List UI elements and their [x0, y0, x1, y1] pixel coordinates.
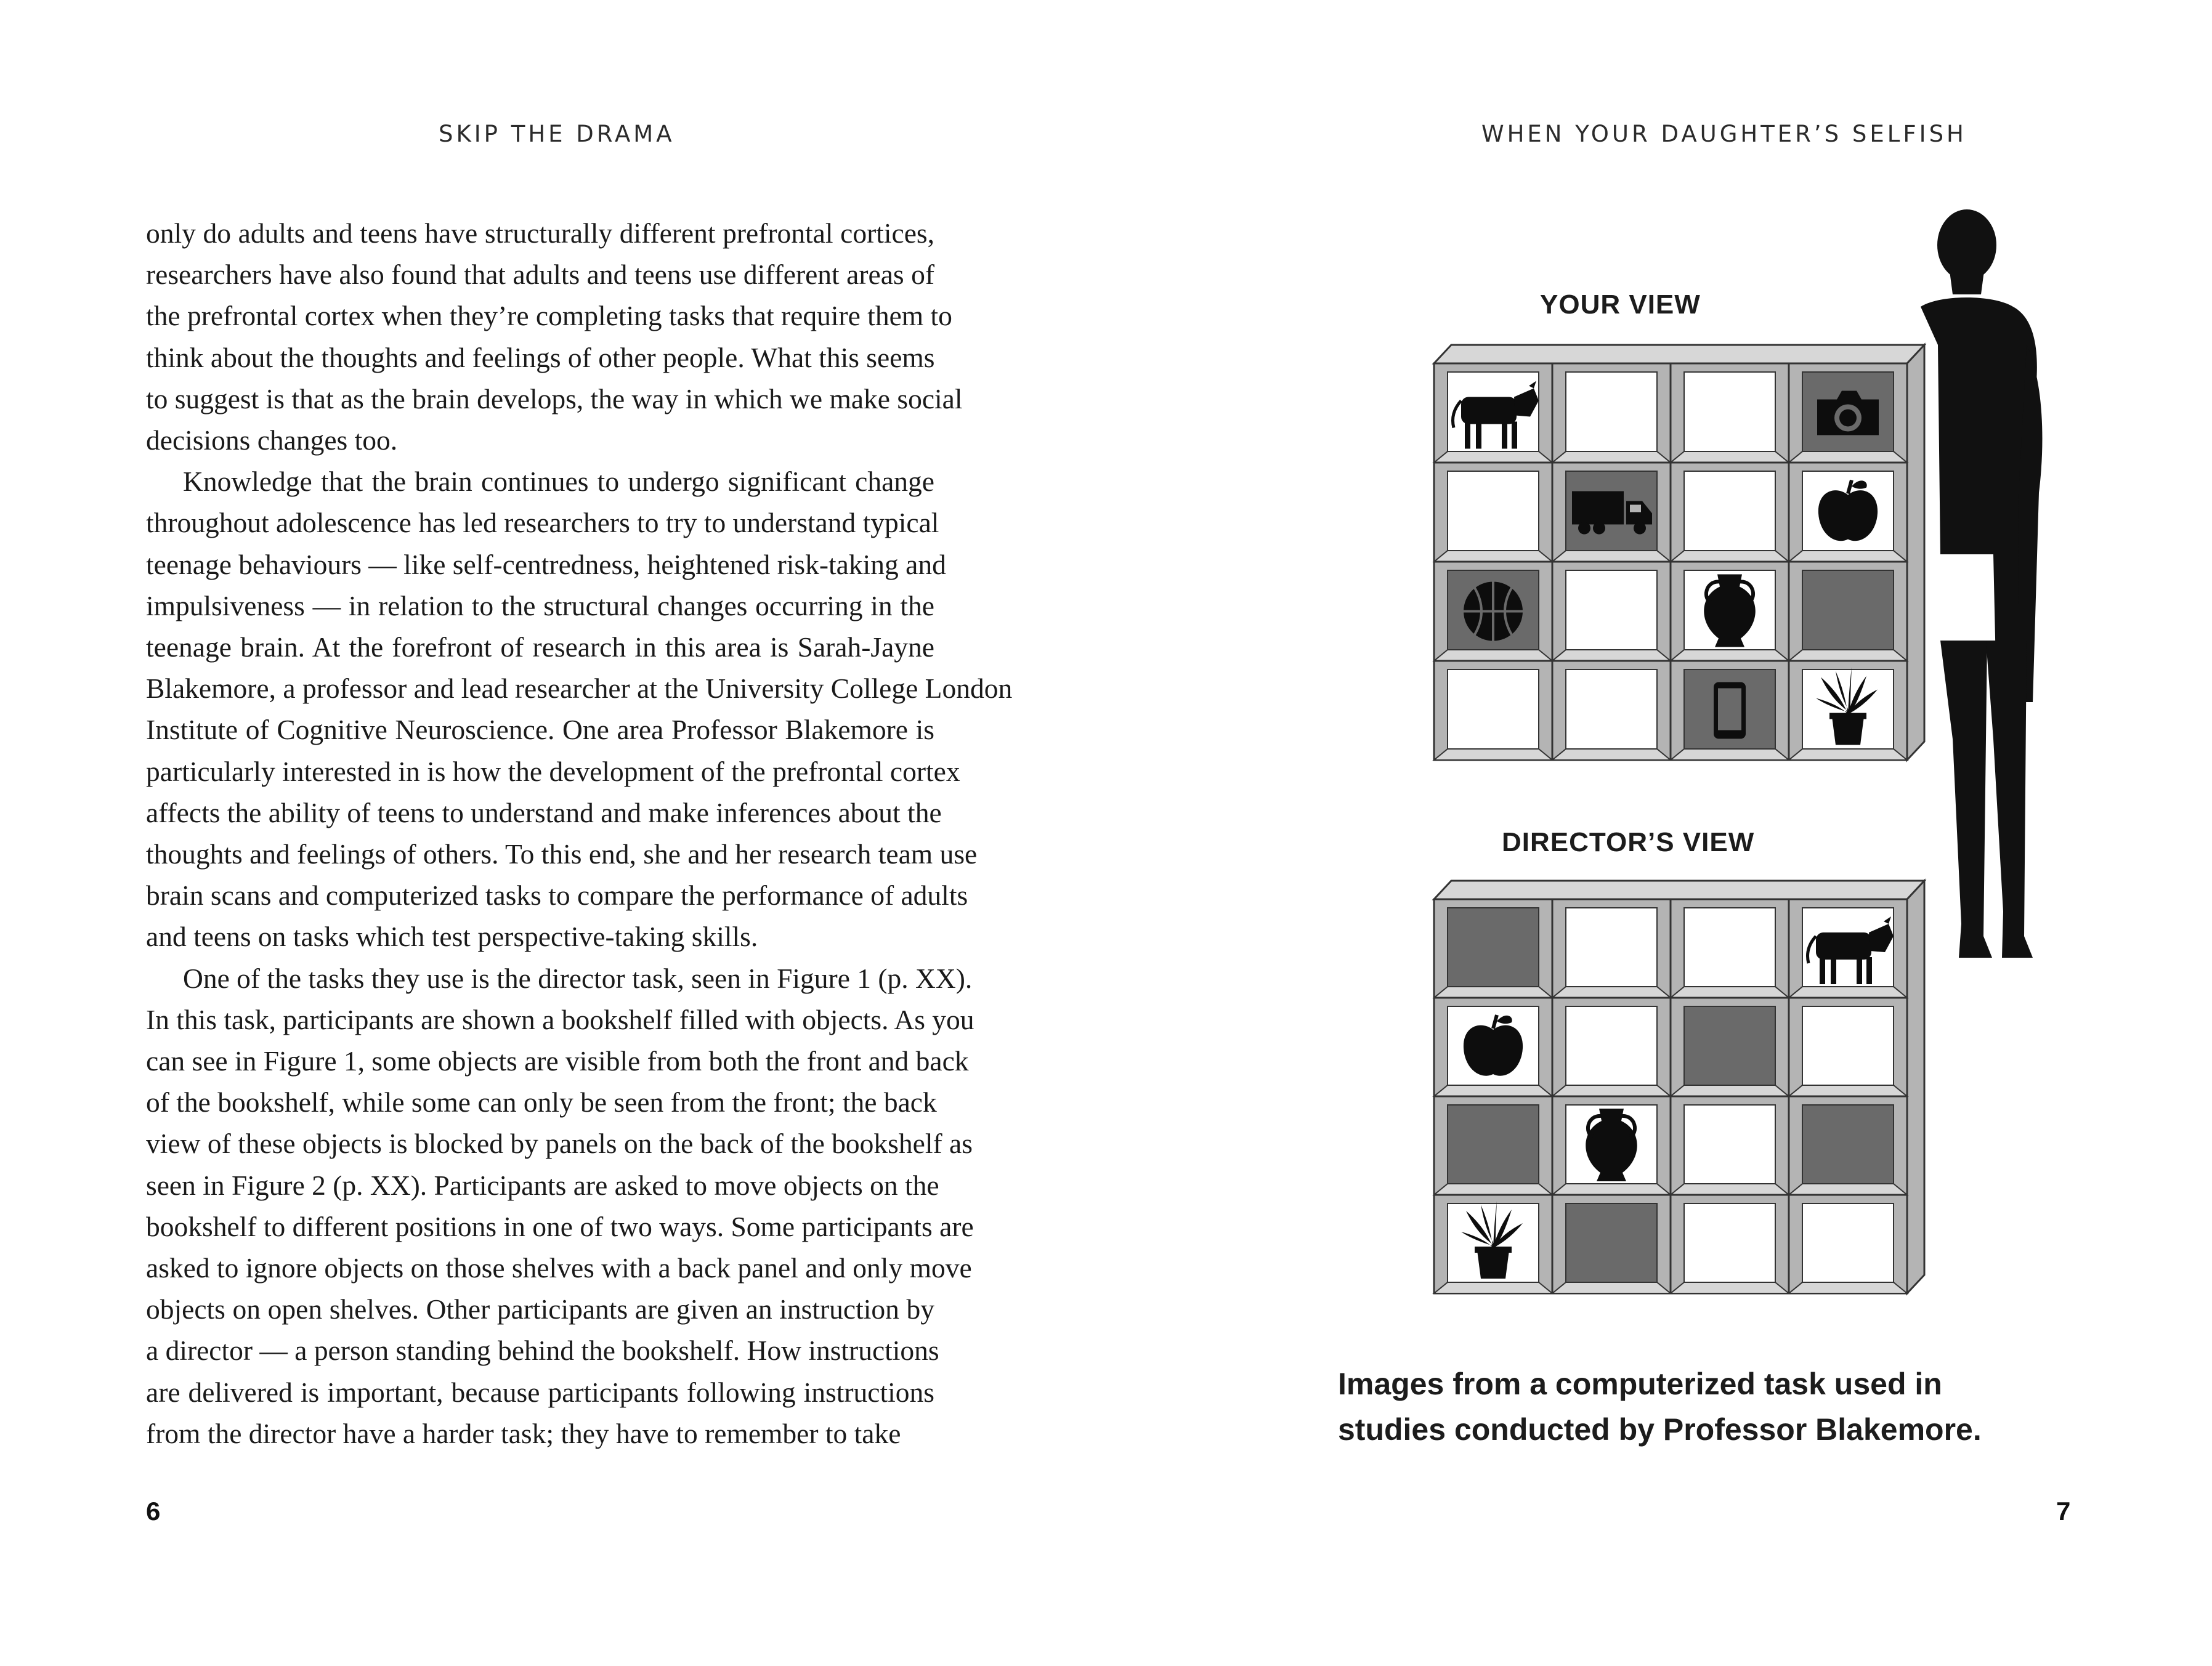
body-text-line: decisions changes too. [146, 424, 398, 456]
body-text-line: only do adults and teens have structurally different prefrontal cortices, [146, 217, 934, 249]
body-text-line: One of the tasks they use is the director task, seen in Figure 1 (p. XX). [183, 962, 973, 994]
body-text-line: teenage behaviours — like self-centredness, heightened risk-taking and [146, 548, 946, 580]
shelf-cell [1552, 363, 1671, 463]
shelf-cell [1789, 463, 1907, 562]
shelf-cell [1671, 661, 1789, 760]
shelf-cell [1789, 1096, 1907, 1195]
body-text-line: seen in Figure 2 (p. XX). Participants are asked to move objects on the [146, 1169, 939, 1201]
body-text-line: In this task, participants are shown a bookshelf filled with objects. As you [146, 1003, 974, 1035]
body-text-line: to suggest is that as the brain develops, the way in which we make social [146, 382, 963, 414]
shelf-cell [1552, 1096, 1671, 1195]
body-text-line: think about the thoughts and feelings of other people. What this seems [146, 341, 935, 373]
body-text-line: researchers have also found that adults and teens use different areas of [146, 259, 934, 291]
page-number-right: 7 [2056, 1497, 2071, 1526]
shelf-cell [1671, 998, 1789, 1096]
body-text-line: are delivered is important, because participants following instructions [146, 1376, 934, 1408]
shelf-cell [1789, 661, 1907, 760]
body-text-line: asked to ignore objects on those shelves with a back panel and only move [146, 1252, 972, 1284]
shelf-cell [1552, 463, 1671, 562]
shelf-cell [1552, 899, 1671, 998]
body-text-line: teenage brain. At the forefront of research in this area is Sarah-Jayne [146, 631, 934, 663]
shelf-cell [1789, 998, 1907, 1096]
body-text-line: Knowledge that the brain continues to undergo significant change [183, 466, 934, 498]
shelf-cell [1434, 562, 1552, 661]
body-text-line: particularly interested in is how the development of the prefrontal cortex [146, 755, 960, 787]
shelf-cell [1434, 998, 1552, 1096]
body-text-line: impulsiveness — in relation to the structural changes occurring in the [146, 589, 934, 621]
basketball-icon [1464, 582, 1523, 641]
body-text-line: from the director have a harder task; they have to remember to take [146, 1417, 901, 1449]
running-head-right: WHEN YOUR DAUGHTER’S SELFISH [1481, 121, 1967, 147]
shelf-cell [1789, 562, 1907, 661]
shelf-cell [1552, 1195, 1671, 1293]
figure-caption [1338, 1361, 2016, 1452]
shelf-cell [1671, 899, 1789, 998]
running-head-left: SKIP THE DRAMA [439, 121, 675, 147]
body-text-line: of the bookshelf, while some can only be seen from the front; the back [146, 1086, 937, 1118]
body-text-line: thoughts and feelings of others. To this end, she and her research team use [146, 838, 978, 870]
body-text-line: view of these objects is blocked by panels on the back of the bookshelf as [146, 1128, 973, 1160]
shelf-cell [1434, 661, 1552, 760]
shelf-cell [1789, 899, 1907, 998]
body-text-line: the prefrontal cortex when they’re completing tasks that require them to [146, 300, 952, 332]
shelf-cell [1434, 899, 1552, 998]
shelf-cell [1671, 463, 1789, 562]
shelf-cell [1434, 1195, 1552, 1293]
shelf-cell [1552, 998, 1671, 1096]
caption-line: studies conducted by Professor Blakemore. [1338, 1412, 1982, 1447]
your-view-label: YOUR VIEW [1540, 289, 1701, 320]
your-view-bookshelf [1434, 345, 1924, 760]
person-silhouette-icon [1921, 209, 2042, 958]
body-text-line: and teens on tasks which test perspective-taking skills. [146, 921, 758, 953]
body-text-line: objects on open shelves. Other participants are given an instruction by [146, 1293, 934, 1325]
body-text-line: bookshelf to different positions in one of two ways. Some participants are [146, 1210, 974, 1242]
shelf-cell [1671, 363, 1789, 463]
shelf-cell [1671, 1195, 1789, 1293]
shelf-cell [1434, 463, 1552, 562]
shelf-cell [1434, 363, 1552, 463]
shelf-cell [1789, 1195, 1907, 1293]
shelf-cell [1552, 661, 1671, 760]
directors-view-label: DIRECTOR’S VIEW [1502, 827, 1755, 857]
shelf-cell [1434, 1096, 1552, 1195]
directors-view-bookshelf [1434, 881, 1924, 1293]
body-text-line: Blakemore, a professor and lead researcher at the University College London [146, 673, 1013, 705]
body-text-line: affects the ability of teens to understand and make inferences about the [146, 796, 942, 828]
body-text-line: throughout adolescence has led researchers to try to understand typical [146, 507, 939, 539]
shelf-cell [1552, 562, 1671, 661]
page-number-left: 6 [146, 1497, 161, 1526]
body-text-line: a director — a person standing behind the bookshelf. How instructions [146, 1335, 939, 1367]
phone-icon [1714, 682, 1746, 739]
shelf-cell [1671, 1096, 1789, 1195]
shelf-cell [1671, 562, 1789, 661]
caption-line: Images from a computerized task used in [1338, 1367, 1942, 1401]
body-text-line: Institute of Cognitive Neuroscience. One area Professor Blakemore is [146, 714, 934, 746]
body-text-line: brain scans and computerized tasks to compare the performance of adults [146, 880, 968, 912]
shelf-cell [1789, 363, 1907, 463]
body-text-line: can see in Figure 1, some objects are visible from both the front and back [146, 1045, 969, 1077]
